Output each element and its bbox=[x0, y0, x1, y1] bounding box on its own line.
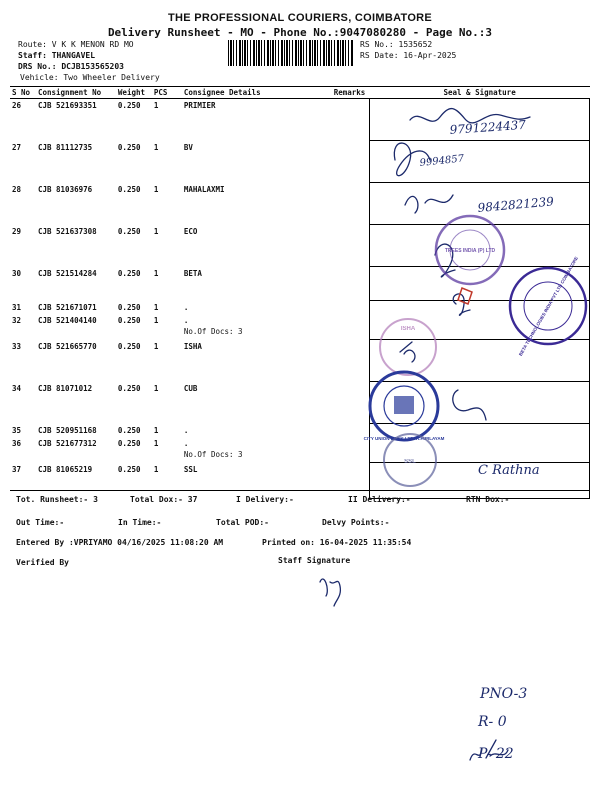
row-pcs: 1 bbox=[153, 438, 159, 448]
consignee-name: MAHALAXMI bbox=[183, 184, 225, 194]
col-remarks: Remarks bbox=[332, 87, 370, 99]
ii-delivery: II Delivery:- bbox=[348, 495, 411, 504]
row-consignment-no: CJB 81065219 bbox=[37, 464, 93, 474]
handwritten-phone-3: 9842821239 bbox=[477, 194, 555, 215]
row-weight: 0.250 bbox=[117, 302, 141, 312]
col-pcs: PCS bbox=[152, 87, 182, 99]
consignee-name: . bbox=[183, 302, 189, 312]
row-weight: 0.250 bbox=[117, 142, 141, 152]
row-pcs: 1 bbox=[153, 184, 159, 194]
signature-34 bbox=[453, 390, 486, 420]
handwritten-phone-1: 9791224437 bbox=[449, 117, 527, 137]
row-sno: 29 bbox=[12, 226, 22, 236]
total-dox: Total Dox:- 37 bbox=[130, 495, 198, 504]
verified-by: Verified By bbox=[16, 558, 69, 567]
stamp-beta-technologies bbox=[510, 256, 586, 357]
company-name: THE PROFESSIONAL COURIERS, COIMBATORE bbox=[167, 12, 433, 24]
row-weight: 0.250 bbox=[117, 438, 141, 448]
docs-count: No.Of Docs: 3 bbox=[183, 326, 243, 336]
row-weight: 0.250 bbox=[117, 101, 141, 110]
col-signature: Seal & Signature bbox=[370, 87, 590, 99]
route: Route: V K K MENON RD MO bbox=[18, 40, 134, 49]
row-sno: 36 bbox=[12, 438, 22, 448]
consignee-name: . bbox=[183, 315, 189, 325]
row-pcs: 1 bbox=[153, 383, 159, 393]
row-weight: 0.250 bbox=[117, 226, 141, 236]
row-consignment-no: CJB 521404140 bbox=[37, 315, 97, 325]
row-sno: 32 bbox=[12, 315, 22, 325]
consignee-name: . bbox=[183, 425, 189, 435]
row-weight: 0.250 bbox=[117, 184, 141, 194]
rs-number: RS No.: 1535652 bbox=[360, 40, 433, 49]
consignee-name: PRIMIER bbox=[183, 101, 216, 110]
svg-text:SSL: SSL bbox=[404, 459, 416, 465]
row-pcs: 1 bbox=[153, 315, 159, 325]
drs-number: DRS No.: DCJB153565203 bbox=[18, 62, 124, 71]
row-sno: 33 bbox=[12, 341, 22, 351]
printed-on: Printed on: 16-04-2025 11:35:54 bbox=[262, 538, 412, 547]
i-delivery: I Delivery:- bbox=[236, 495, 294, 504]
vehicle: Vehicle: Two Wheeler Delivery bbox=[20, 73, 160, 82]
svg-text:CITY UNION BANK LTD. R.H.PILAY: CITY UNION BANK LTD. R.H.PILAYAM bbox=[363, 436, 445, 441]
rtn-dox: RTN Dox:- bbox=[466, 495, 510, 504]
row-consignment-no: CJB 521514284 bbox=[37, 268, 97, 278]
row-weight: 0.250 bbox=[117, 268, 141, 278]
consignee-name: . bbox=[183, 438, 189, 448]
row-pcs: 1 bbox=[153, 341, 159, 351]
row-pcs: 1 bbox=[153, 226, 159, 236]
row-consignment-no: CJB 81036976 bbox=[37, 184, 93, 194]
row-sno: 34 bbox=[12, 383, 22, 393]
runsheet-title: Delivery Runsheet - MO - Phone No.:9047080280 - Page No.:3 bbox=[107, 26, 493, 39]
row-sno: 28 bbox=[12, 184, 22, 194]
stamp-red-partial bbox=[458, 288, 472, 304]
handwritten-rathna: C Rathna bbox=[478, 463, 540, 478]
svg-text:BETA TECHNOLOGIES INDIA PVT LT: BETA TECHNOLOGIES INDIA PVT LTD COIMBATORE bbox=[517, 255, 579, 357]
row-weight: 0.250 bbox=[117, 383, 141, 393]
handwritten-p: P- 22 bbox=[478, 746, 514, 762]
consignee-name: BETA bbox=[183, 268, 202, 278]
row-weight: 0.250 bbox=[117, 341, 141, 351]
row-consignment-no: CJB 521693351 bbox=[37, 101, 97, 110]
stamp-ssl bbox=[384, 434, 436, 486]
consignee-name: ISHA bbox=[183, 341, 202, 351]
signature-28 bbox=[405, 195, 453, 213]
row-weight: 0.250 bbox=[117, 425, 141, 435]
row-weight: 0.250 bbox=[117, 464, 141, 474]
delvy-points: Delvy Points:- bbox=[322, 518, 390, 527]
docs-count: No.Of Docs: 3 bbox=[183, 449, 243, 459]
consignee-name: CUB bbox=[183, 383, 198, 393]
col-consignee: Consignee Details bbox=[182, 87, 332, 99]
staff-signature: Staff Signature bbox=[278, 556, 351, 565]
row-weight: 0.250 bbox=[117, 315, 141, 325]
col-consignment: Consignment No bbox=[36, 87, 116, 99]
row-consignment-no: CJB 81071012 bbox=[37, 383, 93, 393]
signature-33 bbox=[400, 342, 415, 362]
row-pcs: 1 bbox=[153, 464, 159, 474]
handwritten-r: R- 0 bbox=[478, 714, 507, 730]
svg-text:ISHA: ISHA bbox=[400, 326, 416, 332]
tot-runsheet: Tot. Runsheet:- 3 bbox=[16, 495, 98, 504]
row-pcs: 1 bbox=[153, 101, 159, 110]
row-sno: 30 bbox=[12, 268, 22, 278]
svg-text:TREES INDIA (P) LTD: TREES INDIA (P) LTD bbox=[444, 248, 496, 254]
row-consignment-no: CJB 521637308 bbox=[37, 226, 97, 236]
row-sno: 37 bbox=[12, 464, 22, 474]
stamp-isha bbox=[380, 319, 436, 375]
col-weight: Weight bbox=[116, 87, 152, 99]
consignee-name: SSL bbox=[183, 464, 198, 474]
out-time: Out Time:- bbox=[16, 518, 65, 527]
rs-date: RS Date: 16-Apr-2025 bbox=[360, 51, 457, 60]
row-pcs: 1 bbox=[153, 142, 159, 152]
row-consignment-no: CJB 521671071 bbox=[37, 302, 97, 312]
consignee-name: ECO bbox=[183, 226, 198, 236]
entered-by: Entered By :VPRIYAMO 04/16/2025 11:08:20 AM bbox=[16, 538, 224, 547]
row-pcs: 1 bbox=[153, 268, 159, 278]
staff: Staff: THANGAVEL bbox=[18, 51, 96, 60]
row-sno: 27 bbox=[12, 142, 22, 152]
handwritten-pno: PNO-3 bbox=[480, 686, 528, 702]
row-consignment-no: CJB 520951168 bbox=[37, 425, 97, 435]
col-sno: S No bbox=[10, 87, 36, 99]
staff-signature-mark bbox=[320, 579, 340, 606]
row-pcs: 1 bbox=[153, 425, 159, 435]
row-consignment-no: CJB 521665770 bbox=[37, 341, 97, 351]
row-consignment-no: CJB 81112735 bbox=[37, 142, 93, 152]
in-time: In Time:- bbox=[118, 518, 162, 527]
stamp-city-union-bank bbox=[364, 372, 445, 441]
row-sno: 31 bbox=[12, 302, 22, 312]
row-pcs: 1 bbox=[153, 302, 159, 312]
row-consignment-no: CJB 521677312 bbox=[37, 438, 97, 448]
row-sno: 35 bbox=[12, 425, 22, 435]
consignee-name: BV bbox=[183, 142, 193, 152]
row-sno: 26 bbox=[12, 101, 22, 110]
handwritten-phone-2: 9994857 bbox=[419, 153, 465, 169]
total-pod: Total POD:- bbox=[216, 518, 269, 527]
stamp-trees-india bbox=[436, 216, 504, 284]
